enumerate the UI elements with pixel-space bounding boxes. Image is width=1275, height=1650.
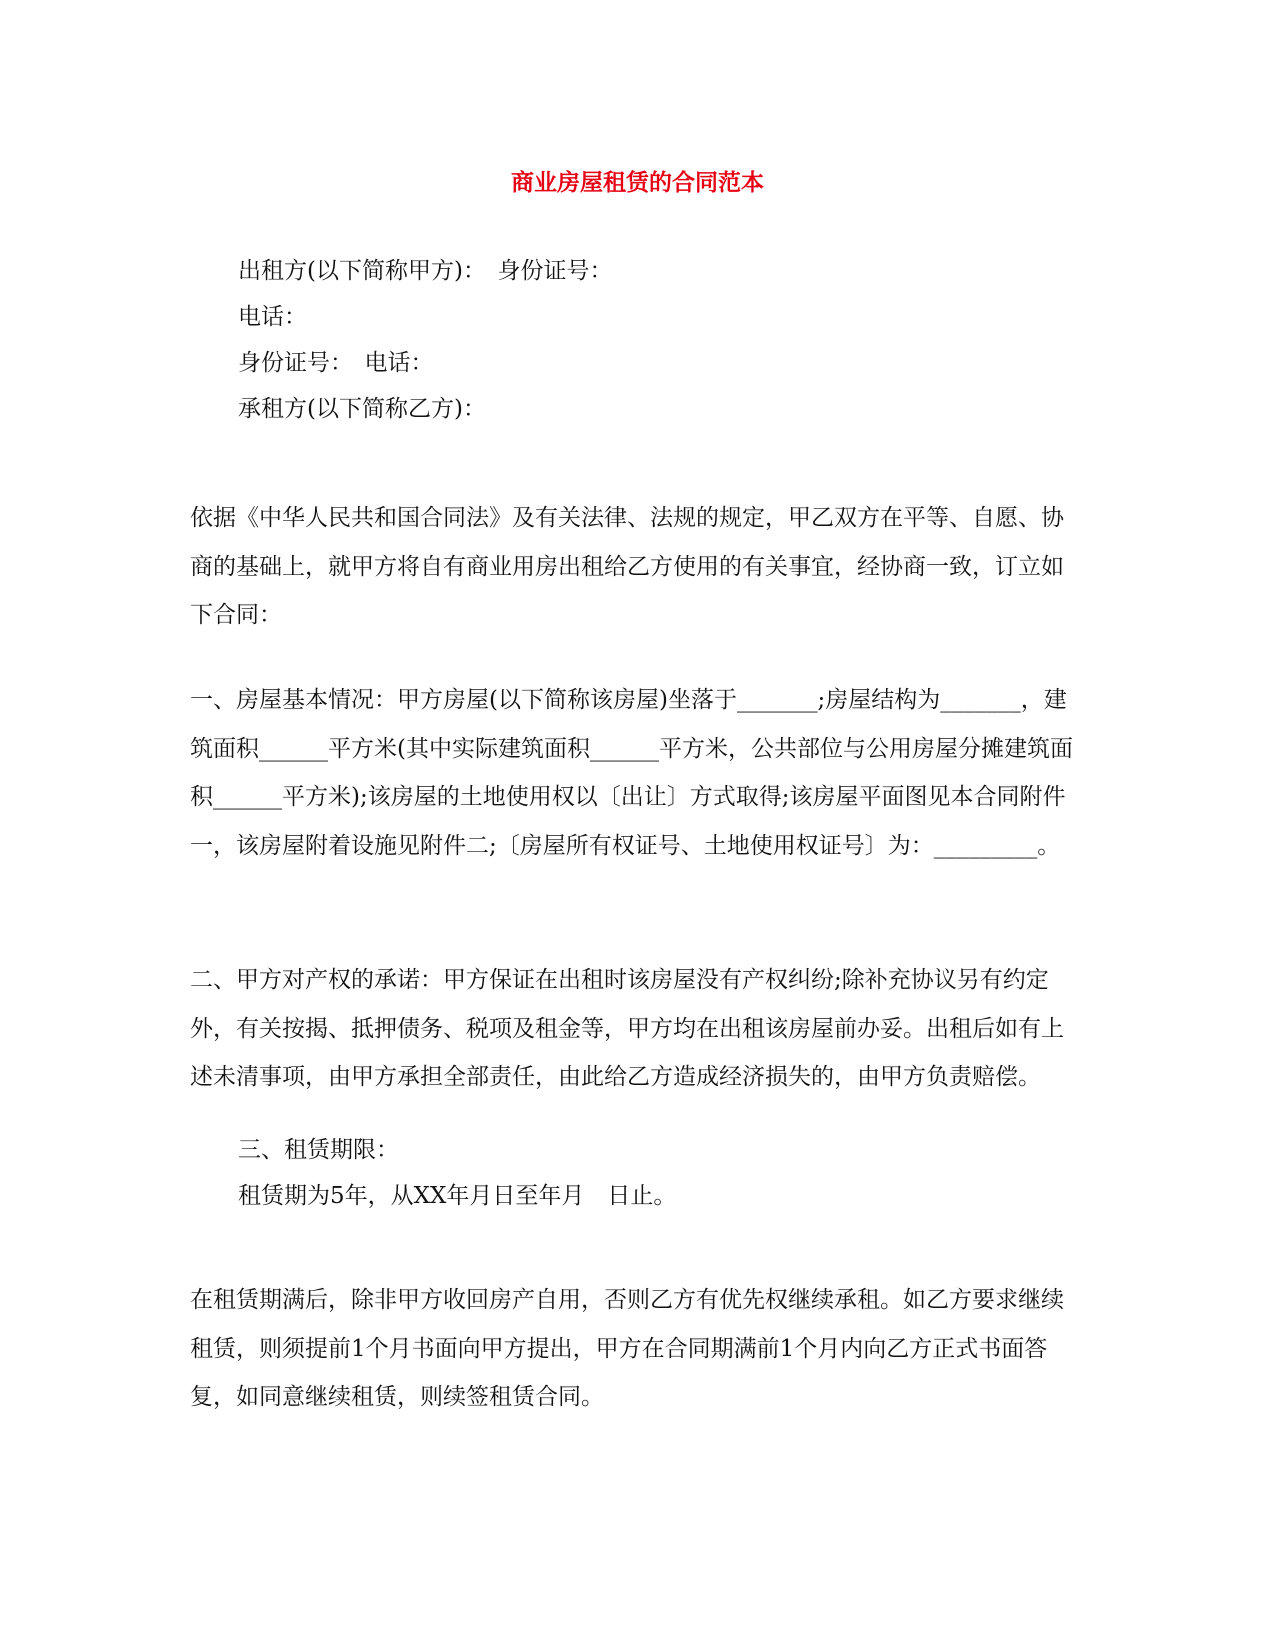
lessor-phone-line: 电话： (238, 304, 307, 330)
intro-paragraph: 依据《中华人民共和国合同法》及有关法律、法规的规定，甲乙双方在平等、自愿、协商的基础上，就甲方将自有商业用房出租给乙方使用的有关事宜，经协商一致，订立如下合同： (190, 505, 1064, 628)
section-3-term: 租赁期为5年，从XX年月日至年月 日止。 (238, 1183, 677, 1209)
renewal-paragraph: 在租赁期满后，除非甲方收回房产自用，否则乙方有优先权继续承租。如乙方要求继续租赁，则须提前1个月书面向甲方提出，甲方在合同期满前1个月内向乙方正式书面答复，如同意继续租赁，则续签租赁合同。 (190, 1287, 1064, 1410)
lessee-line: 承租方(以下简称乙方)： (238, 396, 486, 422)
id-phone-line: 身份证号： 电话： (238, 350, 434, 376)
lessor-line: 出租方(以下简称甲方)： 身份证号： (238, 258, 613, 284)
section-3-heading: 三、租赁期限： (238, 1137, 399, 1163)
document-title: 商业房屋租赁的合同范本 (511, 170, 764, 196)
section-1-paragraph: 一、房屋基本情况：甲方房屋(以下简称该房屋)坐落于_______;房屋结构为_______，建筑面积______平方米(其中实际建筑面积______平方米，公共部位与公用房屋分摊建筑面积______平方米);该房屋的土地使用权以〔出让〕方式取得;该房屋平面图见本合同附件一，该房屋附着设施见附件二;〔房屋所有权证号、土地使用权证号〕为：_________。 (190, 687, 1073, 859)
section-2-paragraph: 二、甲方对产权的承诺：甲方保证在出租时该房屋没有产权纠纷;除补充协议另有约定外，有关按揭、抵押债务、税项及租金等，甲方均在出租该房屋前办妥。出租后如有上述未清事项，由甲方承担全部责任，由此给乙方造成经济损失的，由甲方负责赔偿。 (190, 967, 1064, 1090)
